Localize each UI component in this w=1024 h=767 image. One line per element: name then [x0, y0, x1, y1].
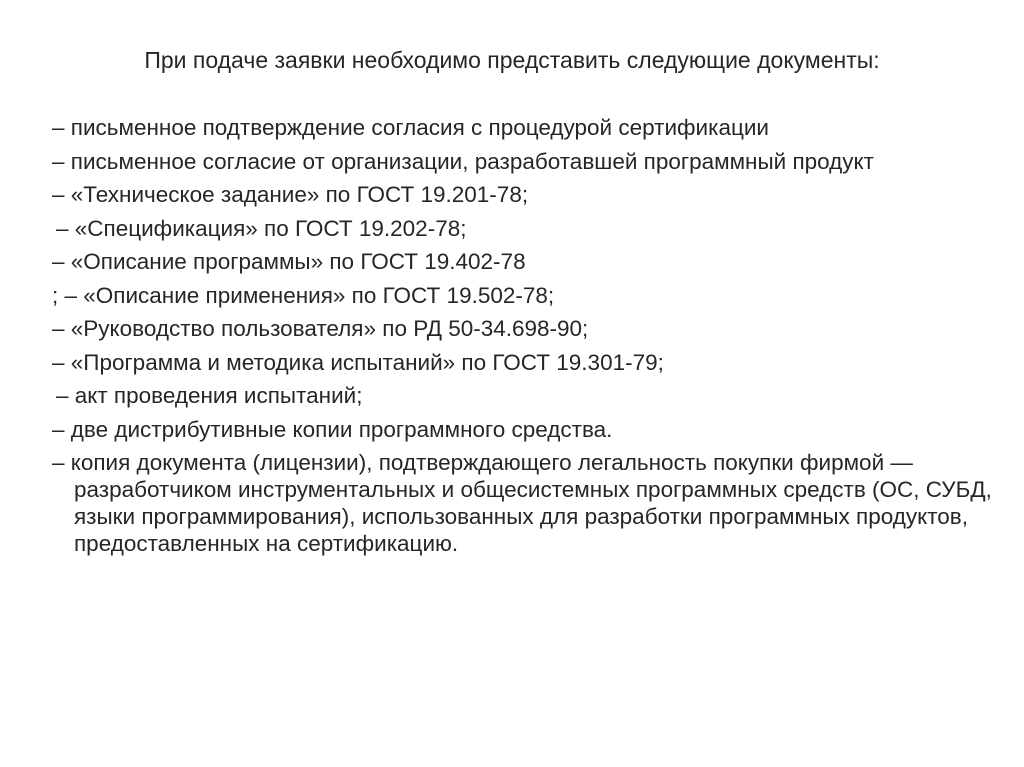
list-item-written-consent: – письменное согласие от организации, разработавшей программный продукт: [52, 148, 874, 174]
list-item-written-confirmation: – письменное подтверждение согласия с процедурой сертификации: [52, 115, 769, 140]
list-item-test-program: – «Программа и методика испытаний» по ГОСТ 19.301-79;: [52, 349, 664, 375]
list-item-license-copy: – копия документа (лицензии), подтверждающего легальность покупки фирмой — разработчиком инструментальных и общесистемных программных средств (ОС, СУБД, языки программирования), использованных для разработки программных продуктов, предоставленных на сертификацию.: [52, 450, 992, 556]
list-item-technical-assignment: – «Техническое задание» по ГОСТ 19.201-78;: [52, 182, 529, 207]
list-item-program-description: – «Описание программы» по ГОСТ 19.402-78: [52, 249, 526, 274]
list-item-test-report: – акт проведения испытаний;: [56, 383, 363, 408]
documents-list: [52, 114, 992, 564]
slide-title: При подаче заявки необходимо представить следующие документы:: [144, 47, 880, 73]
list-item-specification: – «Спецификация» по ГОСТ 19.202-78;: [56, 215, 467, 241]
list-item-application-description: ; – «Описание применения» по ГОСТ 19.502-78;: [52, 282, 555, 308]
list-item-distribution-copies: – две дистрибутивные копии программного средства.: [52, 416, 613, 442]
list-item-user-guide: – «Руководство пользователя» по РД 50-34.698-90;: [52, 316, 589, 341]
